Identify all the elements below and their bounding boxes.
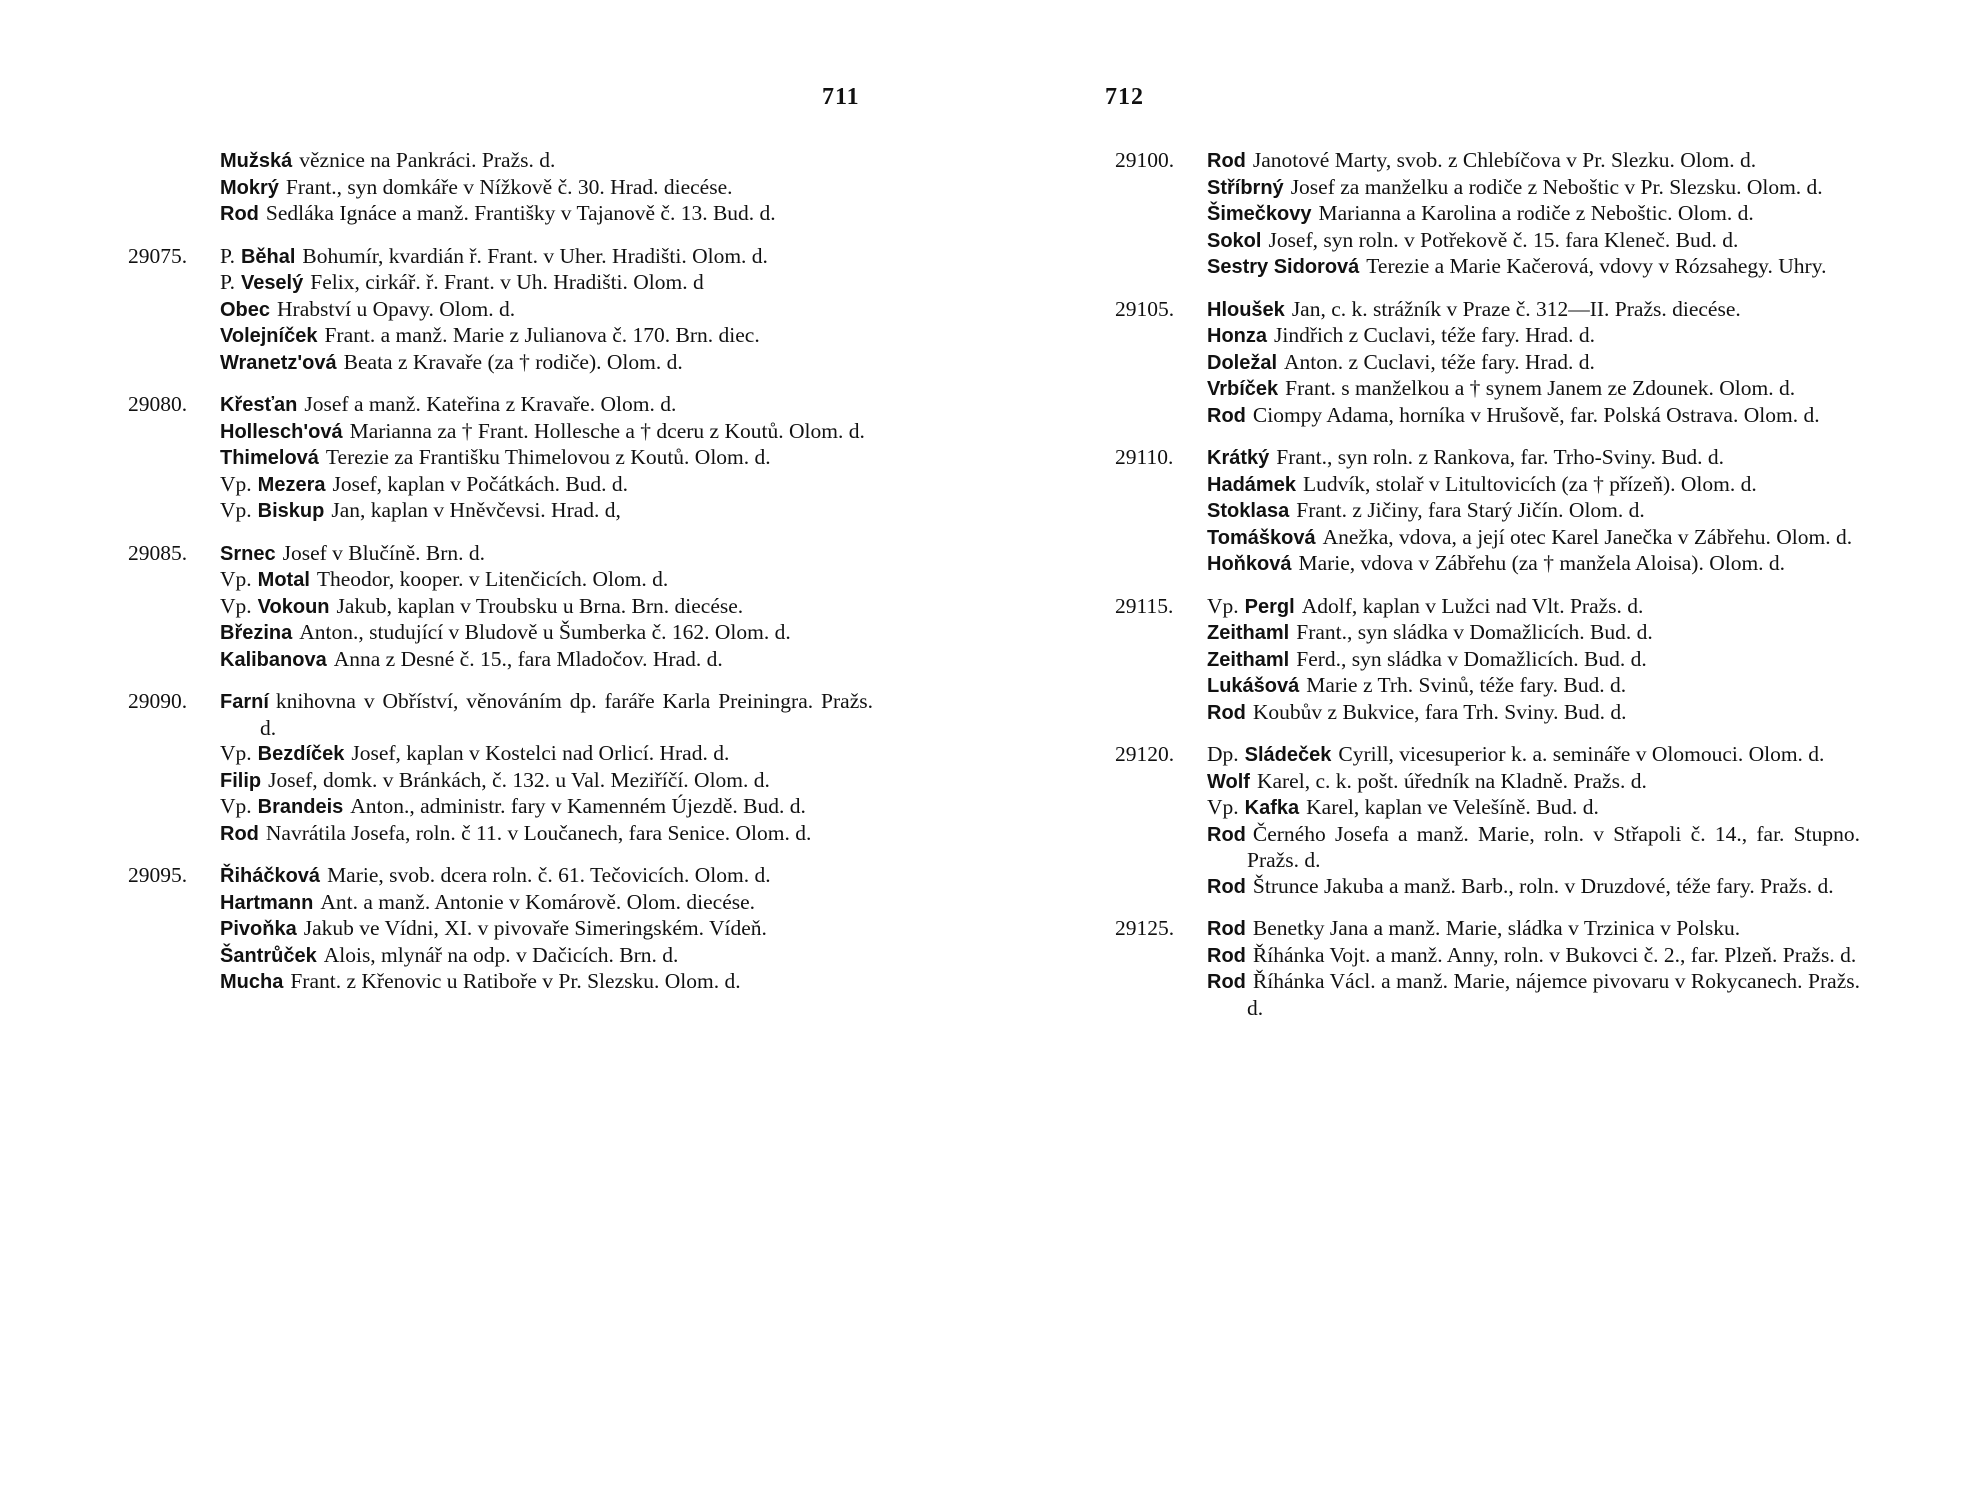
entry-number: 29105.	[1115, 296, 1175, 321]
entry-text: Ludvík, stolař v Litultovicích (za † přízeň). Olom. d.	[1302, 471, 1757, 496]
entry-text: Marianna a Karolina a rodiče z Neboštic. Olom. d.	[1318, 201, 1754, 225]
entry-group	[1115, 148, 1860, 281]
entry-name: Vrbíček	[1207, 378, 1279, 400]
entry-name: Křesťan	[220, 394, 298, 416]
register-entry	[220, 821, 873, 848]
entry-number: 29110.	[1115, 445, 1174, 469]
entry-name: Rod	[1207, 150, 1246, 172]
entry-text: Bohumír, kvardián ř. Frant. v Uher. Hradišti. Olom. d.	[302, 243, 768, 268]
register-entry	[1207, 323, 1860, 350]
entry-text: Cyrill, vicesuperior k. a. semináře v Olomouci. Olom. d.	[1338, 742, 1825, 766]
entry-list	[1207, 297, 1860, 430]
entry-list	[1207, 742, 1860, 900]
entry-title-prefix: Vp.	[220, 567, 252, 591]
register-entry	[1207, 551, 1860, 578]
register-entry	[220, 297, 873, 324]
entry-text: Janotové Marty, svob. z Chlebíčova v Pr. Slezku. Olom. d.	[1252, 148, 1757, 172]
entry-text: Alois, mlynář na odp. v Dačicích. Brn. d.	[323, 942, 679, 967]
entry-name: Biskup	[257, 500, 325, 522]
register-entry	[1207, 175, 1860, 202]
entry-number	[128, 148, 220, 228]
register-entry	[220, 445, 873, 472]
entry-group	[128, 392, 873, 525]
entries-column	[1115, 148, 1860, 1037]
register-entry	[220, 244, 873, 271]
entry-text: Josef v Blučíně. Brn. d.	[282, 540, 486, 565]
entry-text: Karel, kaplan ve Velešíně. Bud. d.	[1306, 795, 1599, 819]
entry-name: Rod	[1207, 823, 1246, 846]
entry-name: Šimečkovy	[1207, 203, 1312, 225]
entry-text: Říhánka Václ. a manž. Marie, nájemce pivovaru v Rokycanech. Pražs. d.	[1247, 969, 1860, 1020]
entry-text: Benetky Jana a manž. Marie, sládka v Trzinica v Polsku.	[1252, 916, 1741, 940]
entry-title-prefix: P.	[220, 243, 235, 268]
entry-list	[1207, 445, 1860, 578]
entry-name: Bezdíček	[257, 743, 345, 765]
register-entry	[1207, 700, 1860, 727]
register-entry	[1207, 350, 1860, 377]
entry-text: Adolf, kaplan v Lužci nad Vlt. Pražs. d.	[1301, 593, 1644, 618]
entry-name: Obec	[220, 298, 271, 321]
register-entry	[220, 498, 873, 525]
entry-text: Frant., syn roln. z Rankova, far. Trho-Sviny. Bud. d.	[1276, 445, 1724, 469]
entry-text: Frant. z Křenovic u Ratibořе v Pr. Slezsku. Olom. d.	[290, 969, 741, 993]
entry-name: Motal	[257, 569, 310, 591]
entry-list	[1207, 148, 1860, 281]
entry-text: Frant. s manželkou a † synem Janem ze Zdounek. Olom. d.	[1285, 376, 1796, 400]
entry-text: Terezie za Františku Thimelovou z Koutů. Olom. d.	[325, 445, 771, 469]
entry-text: Josef, kaplan v Kostelci nad Orlicí. Hrad. d.	[351, 741, 730, 765]
entry-name: Sokol	[1207, 229, 1262, 252]
entry-name: Pivoňka	[220, 918, 297, 940]
register-entry	[220, 175, 873, 202]
entry-text: Jan, kaplan v Hněvčevsi. Hrad. d,	[331, 498, 621, 522]
register-entry	[220, 741, 873, 768]
entry-text: Karel, c. k. pošt. úředník na Kladně. Pražs. d.	[1256, 768, 1647, 793]
entry-text: Anton., administr. fary v Kamenném Újezdě. Bud. d.	[350, 794, 806, 818]
register-entry	[220, 863, 873, 890]
entry-list	[1207, 594, 1860, 727]
entry-group	[128, 148, 873, 228]
entry-list	[220, 148, 873, 228]
entry-text: Jakub ve Vídni, XI. v pivovaře Simeringském. Vídeň.	[303, 916, 767, 940]
entry-name: Běhal	[240, 245, 296, 268]
entry-number: 29085.	[128, 540, 188, 565]
entry-text: Ferd., syn sládka v Domažlicích. Bud. d.	[1296, 646, 1647, 671]
entry-name: Rod	[1207, 971, 1246, 993]
entry-group	[1115, 297, 1860, 430]
entry-name: Rod	[220, 203, 259, 225]
page-number: 711	[822, 84, 860, 110]
entry-name: Lukášová	[1207, 675, 1300, 697]
entry-text: Josef, domk. v Bránkách, č. 132. u Val. Meziříčí. Olom. d.	[268, 767, 770, 792]
entry-name: Thimelová	[220, 447, 319, 469]
entry-name: Zeithaml	[1207, 648, 1290, 671]
entry-number: 29100.	[1115, 148, 1175, 172]
entry-title-prefix: Vp.	[1207, 795, 1239, 819]
entry-title-prefix: P.	[220, 270, 235, 294]
register-entry	[1207, 525, 1860, 552]
register-entry	[220, 620, 873, 647]
entry-name: Rod	[1207, 944, 1246, 967]
entry-text: Josef za manželku a rodiče z Neboštic v Pr. Slezsku. Olom. d.	[1290, 174, 1823, 199]
register-entry	[220, 148, 873, 175]
entry-name: Zeithaml	[1207, 622, 1290, 644]
entry-name: Filip	[220, 769, 262, 792]
register-entry	[1207, 148, 1860, 175]
register-entry	[1207, 673, 1860, 700]
entry-text: Josef a manž. Kateřina z Kravaře. Olom. d.	[304, 392, 677, 416]
entry-text: Hrabství u Opavy. Olom. d.	[277, 296, 516, 321]
entry-text: Jakub, kaplan v Troubsku u Brna. Brn. diecése.	[336, 593, 744, 618]
register-entry	[220, 890, 873, 917]
entry-number: 29115.	[1115, 593, 1174, 618]
right-page	[985, 0, 1970, 1501]
entry-text: Koubův z Bukvice, fara Trh. Sviny. Bud. d.	[1252, 699, 1627, 724]
register-entry	[220, 794, 873, 821]
entry-title-prefix: Dp.	[1207, 742, 1239, 766]
entry-text: Sedláka Ignáce a manž. Františky v Tajanově č. 13. Bud. d.	[265, 201, 776, 225]
entry-text: Marie, vdova v Zábřehu (za † manžela Aloisa). Olom. d.	[1298, 551, 1786, 575]
entry-number: 29090.	[128, 689, 188, 713]
entry-name: Hadámek	[1207, 473, 1296, 496]
entry-list	[220, 541, 873, 674]
entry-text: Felix, cirkář. ř. Frant. v Uh. Hradišti. Olom. d	[310, 270, 704, 294]
entry-name: Wolf	[1207, 770, 1250, 793]
entry-name: Mucha	[220, 971, 284, 993]
entry-title-prefix: Vp.	[220, 794, 252, 818]
entry-name: Vokoun	[257, 595, 330, 618]
register-entry	[1207, 647, 1860, 674]
register-entry	[220, 350, 873, 377]
entry-group	[128, 541, 873, 674]
entry-text: Beata z Kravaře (za † rodiče). Olom. d.	[343, 349, 683, 374]
register-entry	[1207, 943, 1860, 970]
entry-name: Stoklasa	[1207, 500, 1290, 522]
entry-name: Tomášková	[1207, 526, 1316, 549]
entry-list	[220, 689, 873, 847]
entry-name: Rod	[1207, 404, 1246, 427]
entry-name: Farní	[220, 691, 269, 713]
register-entry	[1207, 228, 1860, 255]
entry-group	[1115, 916, 1860, 1021]
entry-name: Veselý	[240, 272, 304, 294]
entry-name: Kafka	[1244, 797, 1300, 819]
entry-text: Štrunce Jakuba a manž. Barb., roln. v Druzdové, téže fary. Pražs. d.	[1252, 873, 1834, 898]
register-entry	[1207, 201, 1860, 228]
entry-name: Honza	[1207, 325, 1267, 347]
register-entry	[1207, 403, 1860, 430]
entry-text: Ciompy Adama, horníka v Hrušově, far. Polská Ostrava. Olom. d.	[1252, 402, 1820, 427]
entry-name: Kalibanova	[220, 648, 327, 671]
register-entry	[220, 392, 873, 419]
entry-name: Rod	[1207, 875, 1246, 898]
register-entry	[220, 943, 873, 970]
register-entry	[220, 768, 873, 795]
entry-text: Jan, c. k. strážník v Praze č. 312—II. Pražs. diecése.	[1291, 296, 1741, 321]
entries-column	[128, 148, 873, 1012]
entry-name: Hollesch'ová	[220, 420, 343, 443]
entry-text: Marie, svob. dcera roln. č. 61. Tečovicích. Olom. d.	[327, 863, 771, 887]
entry-title-prefix: Vp.	[1207, 593, 1239, 618]
entry-text: Jindřich z Cuclavi, téže fary. Hrad. d.	[1274, 323, 1595, 347]
entry-name: Pergl	[1244, 595, 1295, 618]
register-entry	[1207, 445, 1860, 472]
register-entry	[1207, 498, 1860, 525]
register-entry	[1207, 594, 1860, 621]
entry-list	[1207, 916, 1860, 1021]
entry-name: Hartmann	[220, 891, 314, 914]
register-entry	[1207, 376, 1860, 403]
register-entry	[1207, 297, 1860, 324]
entry-name: Hoňková	[1207, 553, 1292, 575]
entry-title-prefix: Vp.	[220, 593, 252, 618]
register-entry	[220, 567, 873, 594]
entry-text: Říhánka Vojt. a manž. Anny, roln. v Bukovci č. 2., far. Plzeň. Pražs. d.	[1252, 942, 1857, 967]
register-entry	[220, 472, 873, 499]
register-entry	[1207, 874, 1860, 901]
entry-list	[220, 244, 873, 377]
register-entry	[1207, 254, 1860, 281]
entry-list	[220, 863, 873, 996]
entry-text: Anna z Desné č. 15., fara Mladočov. Hrad. d.	[333, 646, 723, 671]
entry-text: Josef, syn roln. v Potřekově č. 15. fara Kleneč. Bud. d.	[1268, 227, 1739, 252]
entry-group	[1115, 742, 1860, 900]
page-number: 712	[1105, 84, 1144, 110]
register-entry	[220, 916, 873, 943]
entry-name: Brandeis	[257, 796, 344, 818]
entry-number: 29125.	[1115, 916, 1175, 940]
entry-text: Navrátila Josefa, roln. č 11. v Loučanech, fara Senice. Olom. d.	[265, 820, 812, 845]
entry-text: Marie z Trh. Svinů, téže fary. Bud. d.	[1306, 673, 1627, 697]
entry-name: Sládeček	[1244, 744, 1332, 766]
register-entry	[1207, 769, 1860, 796]
entry-name: Krátký	[1207, 447, 1270, 469]
register-entry	[220, 323, 873, 350]
entry-name: Stříbrný	[1207, 176, 1284, 199]
entry-text: Frant. a manž. Marie z Julianova č. 170. Brn. diec.	[324, 323, 760, 347]
entry-text: Frant., syn domkáře v Nížkově č. 30. Hrad. diecése.	[285, 174, 733, 199]
entry-number: 29075.	[128, 243, 188, 268]
entry-number: 29120.	[1115, 742, 1175, 766]
entry-text: Terezie a Marie Kačerová, vdovy v Rózsahegy. Uhry.	[1366, 254, 1827, 278]
register-entry	[220, 270, 873, 297]
entry-text: věznice na Pankráci. Pražs. d.	[299, 148, 556, 172]
entry-list	[220, 392, 873, 525]
register-entry	[1207, 795, 1860, 822]
entry-name: Volejníček	[220, 325, 318, 347]
entry-text: Theodor, kooper. v Litenčicích. Olom. d.	[316, 567, 669, 591]
entry-group	[128, 689, 873, 847]
entry-name: Hloušek	[1207, 298, 1285, 321]
register-entry	[220, 969, 873, 996]
entry-name: Rod	[1207, 701, 1246, 724]
register-entry	[1207, 822, 1860, 874]
register-entry	[220, 689, 873, 741]
register-entry	[220, 541, 873, 568]
entry-number: 29080.	[128, 392, 188, 416]
entry-name: Sestry Sidorová	[1207, 256, 1360, 278]
entry-text: Anton. z Cuclavi, téže fary. Hrad. d.	[1284, 349, 1595, 374]
entry-text: Marianna za † Frant. Hollesche a † dceru z Koutů. Olom. d.	[349, 418, 865, 443]
entry-text: Anton., studující v Bludově u Šumberka č. 162. Olom. d.	[299, 620, 791, 644]
register-entry	[220, 419, 873, 446]
entry-text: knihovna v Obříství, věnováním dp. faráře Karla Preiningra. Pražs. d.	[260, 689, 873, 740]
entry-group	[1115, 594, 1860, 727]
entry-number: 29095.	[128, 863, 188, 887]
register-entry	[220, 594, 873, 621]
entry-text: Anežka, vdova, a její otec Karel Janečka v Zábřehu. Olom. d.	[1322, 524, 1853, 549]
entry-name: Šantrůček	[220, 944, 317, 967]
entry-name: Březina	[220, 622, 293, 644]
register-entry	[220, 647, 873, 674]
register-entry	[1207, 620, 1860, 647]
entry-group	[1115, 445, 1860, 578]
register-entry	[1207, 472, 1860, 499]
entry-name: Řiháčková	[220, 865, 321, 887]
entry-name: Rod	[1207, 918, 1246, 940]
register-entry	[1207, 969, 1860, 1021]
entry-title-prefix: Vp.	[220, 471, 252, 496]
entry-title-prefix: Vp.	[220, 741, 252, 765]
entry-group	[128, 244, 873, 377]
entry-text: Josef, kaplan v Počátkách. Bud. d.	[332, 471, 629, 496]
register-entry	[220, 201, 873, 228]
entry-name: Srnec	[220, 542, 276, 565]
entry-name: Mezera	[257, 473, 326, 496]
entry-name: Mužská	[220, 150, 293, 172]
entry-name: Doležal	[1207, 351, 1278, 374]
entry-text: Ant. a manž. Antonie v Komárově. Olom. diecése.	[320, 889, 756, 914]
entry-text: Frant. z Jičiny, fara Starý Jičín. Olom. d.	[1296, 498, 1645, 522]
entry-name: Mokrý	[220, 176, 279, 199]
entry-text: Černého Josefa a manž. Marie, roln. v Střapoli č. 14., far. Stupno. Pražs. d.	[1247, 821, 1860, 872]
register-entry	[1207, 916, 1860, 943]
entry-name: Wranetz'ová	[220, 351, 337, 374]
entry-text: Frant., syn sládka v Domažlicích. Bud. d.	[1296, 620, 1653, 644]
entry-name: Rod	[220, 822, 259, 845]
entry-group	[128, 863, 873, 996]
entry-title-prefix: Vp.	[220, 498, 252, 522]
register-entry	[1207, 742, 1860, 769]
